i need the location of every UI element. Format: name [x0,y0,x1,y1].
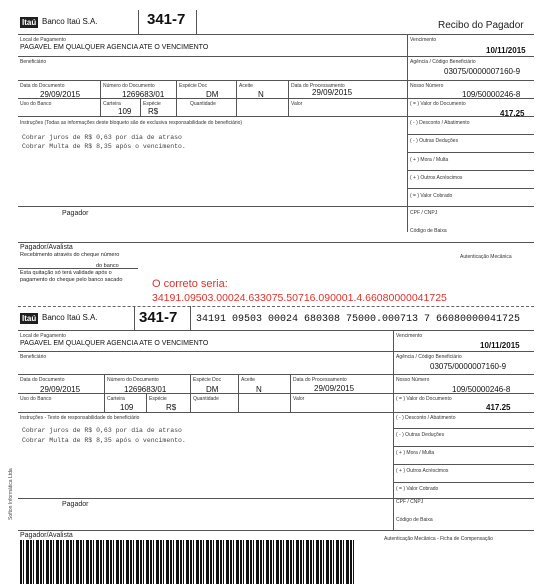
instrucao-1: Cobrar juros de R$ 0,63 por dia de atraso [22,134,182,141]
nosso-numero: 109/50000246-8 [452,385,511,394]
label-numero-documento: Número do Documento [103,83,155,89]
label-valor-cobrado: ( = ) Valor Cobrado [396,486,439,492]
label-outros-acrescimos: ( + ) Outros Acréscimos [410,175,463,181]
label-cpf-cnpj: CPF / CNPJ [410,210,438,216]
label-outros-acrescimos: ( + ) Outros Acréscimos [396,468,449,474]
label-vencimento: Vencimento [396,333,423,339]
data-documento: 29/09/2015 [40,385,81,394]
label-pagador: Pagador [62,501,89,508]
itau-logo: Itaú [22,314,37,323]
agencia-codigo: 03075/0000007160-9 [430,362,507,371]
label-aceite: Aceite [239,83,253,89]
label-carteira: Carteira [107,396,125,402]
label-especie: Espécie [149,396,167,402]
especie: R$ [148,107,159,116]
label-outras-deducoes: ( - ) Outras Deduções [396,432,445,438]
receipt-title: Recibo do Pagador [438,20,524,31]
label-data-documento: Data do Documento [20,83,65,89]
label-especie: Espécie [143,101,161,107]
barcode [20,540,354,584]
nosso-numero: 109/50000246-8 [462,90,521,99]
label-data-processamento: Data do Processamento [291,83,345,89]
label-pagador-avalista: Pagador/Avalista [20,532,73,539]
label-vencimento: Vencimento [410,37,437,43]
divider [138,10,139,34]
label-carteira: Carteira [103,101,121,107]
aceite: N [256,385,262,394]
label-quantidade: Quantidade [190,101,216,107]
itau-logo: Itaú [22,18,37,27]
label-data-processamento: Data do Processamento [293,377,347,383]
label-nosso-numero: Nosso Número [410,83,444,89]
agencia-codigo: 03075/0000007160-9 [444,67,521,76]
label-data-documento: Data do Documento [20,377,65,383]
correction-title: O correto seria: [152,278,228,290]
label-beneficiario: Beneficiário [20,59,47,65]
bank-code: 341-7 [147,11,186,28]
label-local-pagamento: Local de Pagamento [20,333,66,339]
label-autenticacao: Autenticação Mecânica [460,254,512,260]
label-uso-banco: Uso do Banco [20,396,52,402]
label-beneficiario: Beneficiário [20,354,47,360]
valor-documento: 417.25 [500,109,525,118]
label-instrucoes: Instruções (Todas as informações deste bloqueto são de exclusiva responsabilidade do beneficiário) [20,120,243,126]
cheque-note: Recebimento através do cheque número [20,252,120,258]
especie-doc: DM [206,385,219,394]
carteira: 109 [118,107,132,116]
label-mora-multa: ( + ) Mora / Multa [396,450,435,456]
local-pagamento: PAGAVEL EM QUALQUER AGENCIA ATE O VENCIMENTO [20,44,209,51]
data-documento: 29/09/2015 [40,90,81,99]
especie: R$ [166,403,177,412]
label-codigo-baixa: Código de Baixa [410,228,447,234]
local-pagamento: PAGAVEL EM QUALQUER AGENCIA ATE O VENCIMENTO [20,340,209,347]
label-quantidade: Quantidade [193,396,219,402]
carteira: 109 [120,403,134,412]
divider [196,10,197,34]
label-especie-doc: Espécie Doc [179,83,208,89]
side-label: Softon Informática Ltda [8,468,14,520]
aceite: N [258,90,264,99]
data-processamento: 29/09/2015 [312,88,353,97]
numero-documento: 1269683/01 [124,385,167,394]
label-desconto: ( - ) Desconto / Abatimento [410,120,470,126]
valor-documento: 417.25 [486,403,511,412]
label-desconto: ( - ) Desconto / Abatimento [396,415,456,421]
label-pagador-avalista: Pagador/Avalista [20,244,73,251]
label-valor-documento: ( = ) Valor do Documento [396,396,452,402]
label-outras-deducoes: ( - ) Outras Deduções [410,138,459,144]
label-valor: Valor [291,101,303,107]
cheque-note: pagamento do cheque pelo banco sacado [20,277,123,283]
vencimento: 10/11/2015 [486,46,526,55]
label-valor: Valor [293,396,305,402]
label-nosso-numero: Nosso Número [396,377,430,383]
instrucao-2: Cobrar Multa de R$ 8,35 após o vencimento. [22,437,186,444]
bank-code: 341-7 [139,309,178,326]
numero-documento: 1269683/01 [122,90,165,99]
label-codigo-baixa: Código de Baixa [396,517,433,523]
label-agencia-codigo: Agência / Código Beneficiário [396,354,462,360]
cheque-note: do banco [96,263,119,269]
correction-code: 34191.09503.00024.633075.50716.090001.4.66080000041725 [152,292,447,304]
bank-name: Banco Itaú S.A. [42,17,98,26]
instrucao-2: Cobrar Multa de R$ 8,35 após o vencimento. [22,143,186,150]
especie-doc: DM [206,90,219,99]
digitable-line: 34191 09503 00024 680308 75000.000713 7 66080000041725 [196,314,521,325]
label-valor-documento: ( = ) Valor do Documento [410,101,466,107]
data-processamento: 29/09/2015 [314,384,355,393]
cheque-note: Esta quitação só terá validade após o [20,270,112,276]
label-numero-documento: Número do Documento [107,377,159,383]
label-mora-multa: ( + ) Mora / Multa [410,157,449,163]
vencimento: 10/11/2015 [480,341,520,350]
label-instrucoes: Instruções - Texto de responsabilidade do beneficiário [20,415,140,421]
label-autenticacao: Autenticação Mecânica - Ficha de Compensação [384,536,493,542]
label-cpf-cnpj: CPF / CNPJ [396,499,424,505]
label-uso-banco: Uso do Banco [20,101,52,107]
label-local-pagamento: Local de Pagamento [20,37,66,43]
label-valor-cobrado: ( = ) Valor Cobrado [410,193,453,199]
instrucao-1: Cobrar juros de R$ 0,63 por dia de atraso [22,427,182,434]
label-aceite: Aceite [241,377,255,383]
bank-name: Banco Itaú S.A. [42,313,98,322]
label-agencia-codigo: Agência / Código Beneficiário [410,59,476,65]
label-especie-doc: Espécie Doc [193,377,222,383]
label-pagador: Pagador [62,210,89,217]
